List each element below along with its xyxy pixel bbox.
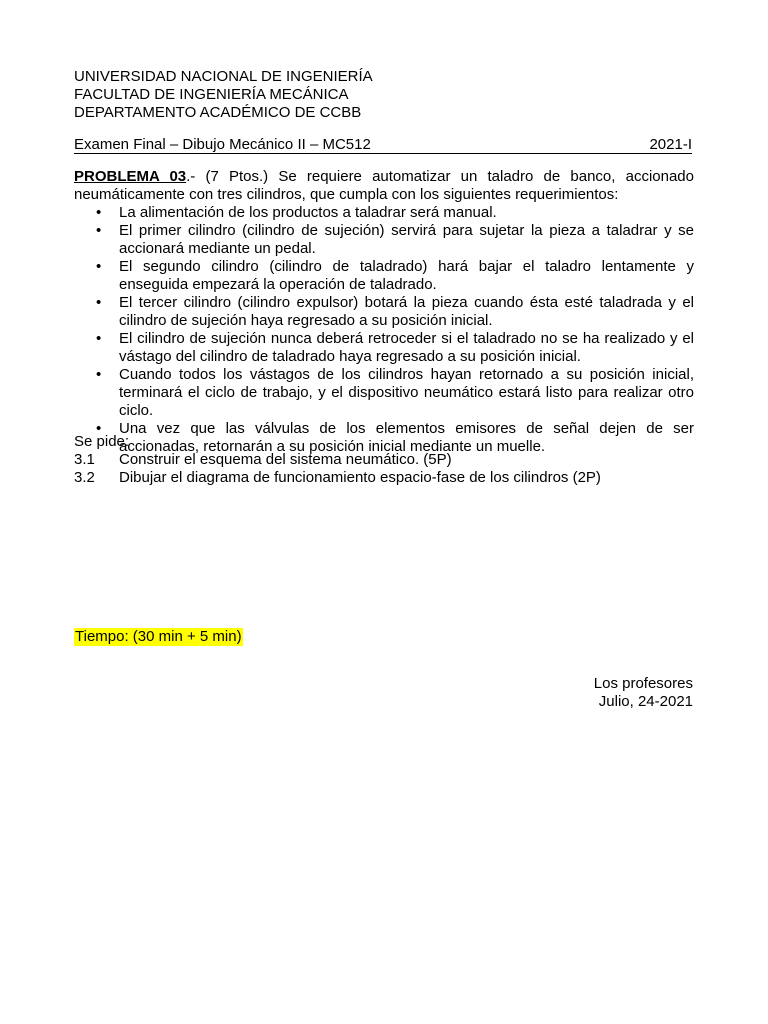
requirement-text: Cuando todos los vástagos de los cilindros hayan retornado a su posición inicial, terminará el ciclo de trabajo, y el dispositivo neumático estará listo para realizar otro ciclo. [119,366,694,419]
task-text: Construir el esquema del sistema neumático. (5P) [119,451,452,468]
requirement-item [74,204,694,222]
exam-title-line [74,136,692,155]
requirement-text: Una vez que las válvulas de los elementos emisores de señal dejen de ser accionadas, retornarán a su posición inicial mediante un muelle. [119,420,694,455]
signature-date: Julio, 24-2021 [598,693,693,710]
task-number: 3.2 [74,469,95,486]
bullet-icon: • [96,204,102,221]
faculty-name: FACULTAD DE INGENIERÍA MECÁNICA [74,86,349,103]
requirement-text: El tercer cilindro (cilindro expulsor) botará la pieza cuando ésta esté taladrada y el cilindro de sujeción haya regresado a su posición inicial. [119,294,694,329]
time-limit: Tiempo: (30 min + 5 min) [75,628,242,645]
bullet-icon: • [96,222,102,239]
task-title: Se pide: [74,433,130,450]
bullet-icon: • [96,258,102,275]
problem-label: PROBLEMA 03 [74,168,187,185]
task-item [74,469,694,487]
requirements-list [74,204,694,456]
department-name: DEPARTAMENTO ACADÉMICO DE CCBB [74,104,362,121]
bullet-icon: • [96,330,102,347]
requirement-item [74,366,694,420]
requirement-item [74,294,694,330]
exam-term: 2021-I [649,136,692,153]
bullet-icon: • [96,294,102,311]
task-item [74,451,694,469]
requirement-text: La alimentación de los productos a taladrar será manual. [119,204,497,221]
requirement-text: El cilindro de sujeción nunca deberá retroceder si el taladrado no se ha realizado y el vástago del cilindro de taladrado haya regresado a su posición inicial. [119,330,694,365]
requirement-item [74,222,694,258]
problem-text: .- (7 Ptos.) Se requiere automatizar un taladro de banco, accionado neumáticamente con tres cilindros, que cumpla con los siguientes requerimientos: [74,168,694,203]
task-section [74,433,694,487]
bullet-icon: • [96,366,102,383]
requirement-item [74,258,694,294]
requirement-text: El segundo cilindro (cilindro de taladrado) hará bajar el taladro lentamente y enseguida empezará la operación de taladrado. [119,258,694,293]
requirement-text: El primer cilindro (cilindro de sujeción) servirá para sujetar la pieza a taladrar y se accionará mediante un pedal. [119,222,694,257]
signature-block [440,675,693,711]
signature-author: Los profesores [593,675,693,692]
task-number: 3.1 [74,451,95,468]
task-text: Dibujar el diagrama de funcionamiento espacio-fase de los cilindros (2P) [119,469,601,486]
requirement-item [74,330,694,366]
university-name: UNIVERSIDAD NACIONAL DE INGENIERÍA [74,68,373,85]
title-underline [74,153,692,154]
university-header [74,68,694,122]
exam-title: Examen Final – Dibujo Mecánico II – MC512 [74,136,371,153]
bullet-icon: • [96,420,102,437]
problem-statement [74,168,694,204]
